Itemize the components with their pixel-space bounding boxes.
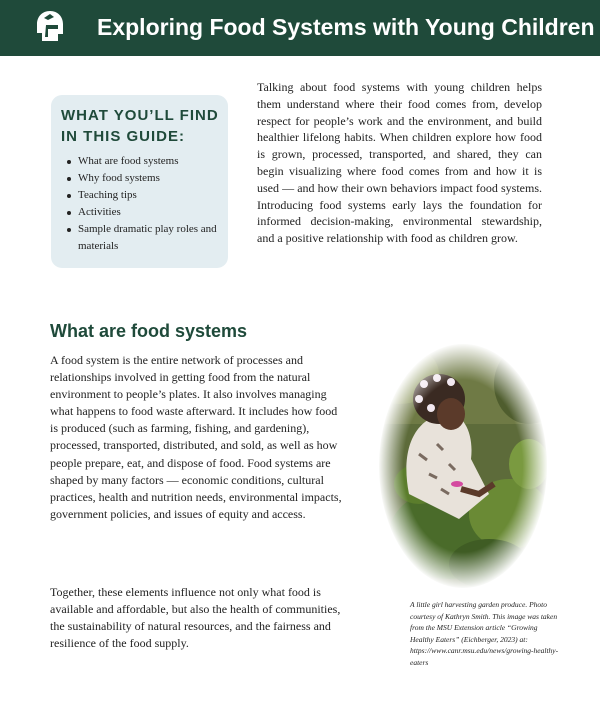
garden-photo <box>379 344 547 589</box>
guide-item-why: Why food systems <box>67 170 227 187</box>
photo-caption: A little girl harvesting garden produce. Photo courtesy of Kathryn Smith. This image was taken from the MSU Extension article “Growing Healthy Eaters” (Eichberger, 2023) at: https://www.canr.msu.edu/news/growing-healthy-eaters <box>410 600 559 667</box>
header-banner <box>0 0 600 56</box>
guide-heading <box>61 105 231 147</box>
guide-list <box>67 153 227 255</box>
guide-item-teaching-tips: Teaching tips <box>67 187 227 204</box>
guide-summary-box <box>51 95 228 268</box>
guide-item-dramatic-play: Sample dramatic play roles and materials <box>67 221 227 255</box>
guide-heading-line2: IN THIS GUIDE: <box>61 128 186 145</box>
guide-item-activities: Activities <box>67 204 227 221</box>
guide-item-food-systems: What are food systems <box>67 153 227 170</box>
page-title: Exploring Food Systems with Young Children <box>97 14 595 40</box>
intro-paragraph: Talking about food systems with young children helps them understand where their food comes from, develop respect for people’s work and the environment, and build healthier lifelong habits. When children explore how food is grown, processed, transported, and shared, they can begin visualizing where food comes from and how it is used — and how their own behaviors impact food systems. Introducing food systems early lays the foundation for informed decision-making, environmental stewardship, and a positive relationship with food as children grow. <box>257 80 542 246</box>
guide-heading-line1: WHAT YOU’LL FIND <box>61 107 219 124</box>
spartan-helmet-icon <box>30 8 70 48</box>
body-paragraph-1: A food system is the entire network of processes and relationships involved in getting food from the natural environment to people’s plates. It also involves managing what happens to food waste afterward. It includes how food is produced (such as farming, fishing, and gardening), processed, transported, distributed, and sold, as well as how people prepare, eat, and dispose of food. Food systems are shaped by many factors — economic conditions, cultural practices, health and nutrition needs, environmental impacts, government policies, and issues of equity and access. <box>50 353 342 521</box>
body-paragraph-2: Together, these elements influence not only what food is available and affordable, but also the health of communities, the sustainability of natural resources, and the fairness and resilience of the food supply. <box>50 585 341 651</box>
section-heading: What are food systems <box>50 321 248 341</box>
